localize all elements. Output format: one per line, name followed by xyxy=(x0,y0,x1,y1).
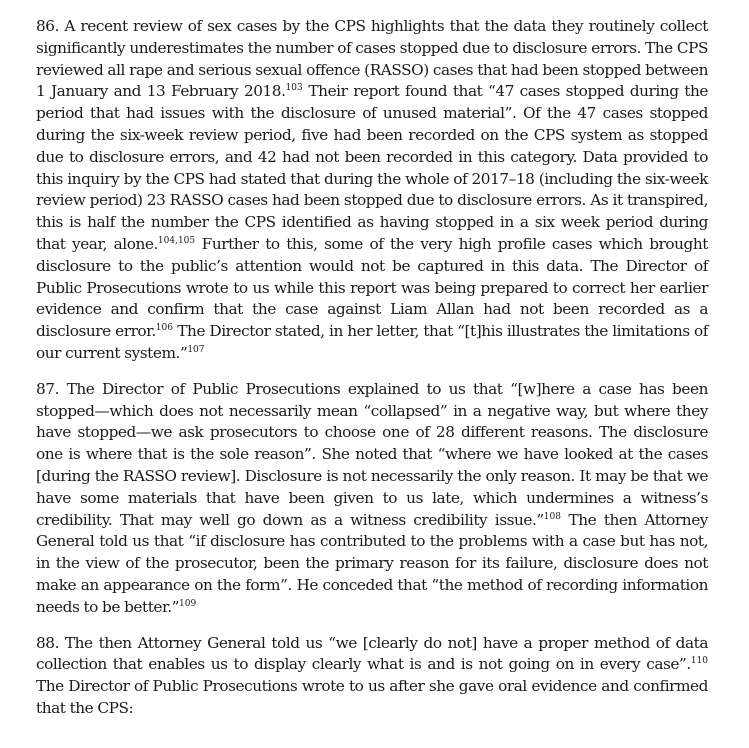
paragraph-text: The then Attorney General told us that “if disclosure has contributed to the problems with a case but has not, in the view of the prosecutor, been the primary reason for its failure, disclosure does not make an appearance on the form”. He conceded that “the method of recording information needs to be better.” xyxy=(36,510,708,616)
paragraph-87 xyxy=(36,379,708,619)
paragraph-text: The Director stated, in her letter, that “[t]his illustrates the limitations of our current system.” xyxy=(36,322,708,362)
paragraph-text: 88. The then Attorney General told us “we [clearly do not] have a proper method of data collection that enables us to display clearly what is and is not going on in every case”. xyxy=(36,633,708,674)
footnote-ref: 109 xyxy=(179,598,197,609)
footnote-ref: 104,105 xyxy=(157,235,196,246)
footnote-ref: 108 xyxy=(543,511,561,522)
document-page xyxy=(36,16,708,720)
paragraph-86 xyxy=(36,16,708,365)
paragraph-text: 87. The Director of Public Prosecutions explained to us that “[w]here a case has been stopped—which does not necessarily mean “collapsed” in a negative way, but where they have stopped—we ask prosecutors to choose one of 28 different reasons. The disclosure one is where that is the sole reason”. She noted that “where we have looked at the cases [during the RASSO review]. Disclosure is not necessarily the only reason. It may be that we have some materials that have been given to us late, which undermines a witness’s credibility. That may well go down as a witness credibility issue.” xyxy=(36,379,708,529)
footnote-ref: 103 xyxy=(285,83,303,94)
paragraph-text: 86. A recent review of sex cases by the CPS highlights that the data they routinely collect significantly underestimates the number of cases stopped due to disclosure errors. The CPS reviewed all rape and serious sexual offence (RASSO) cases that had been stopped between 1 January and 13 February 2018. xyxy=(36,17,708,101)
paragraph-text: The Director of Public Prosecutions wrote to us after she gave oral evidence and confirmed that the CPS: xyxy=(36,677,708,717)
paragraph-88 xyxy=(36,633,708,720)
paragraph-text: Their report found that “47 cases stopped during the period that had issues with the disclosure of unused material”. Of the 47 cases stopped during the six-week review period, five had been recorded on the CPS system as stopped due to disclosure errors, and 42 had not been recorded in this category. Data provided to this inquiry by the CPS had stated that during the whole of 2017–18 (including the six-week review period) 23 RASSO cases had been stopped due to disclosure errors. As it transpired, this is half the number the CPS identified as having stopped in a six week period during that year, alone. xyxy=(36,82,708,253)
paragraph-text: Further to this, some of the very high profile cases which brought disclosure to the public’s attention would not be captured in this data. The Director of Public Prosecutions wrote to us while this report was being prepared to correct her earlier evidence and confirm that the case against Liam Allan had not been recorded as a disclosure error. xyxy=(36,234,708,341)
footnote-ref: 106 xyxy=(155,323,173,334)
footnote-ref: 110 xyxy=(690,656,708,667)
footnote-ref: 107 xyxy=(187,344,205,355)
